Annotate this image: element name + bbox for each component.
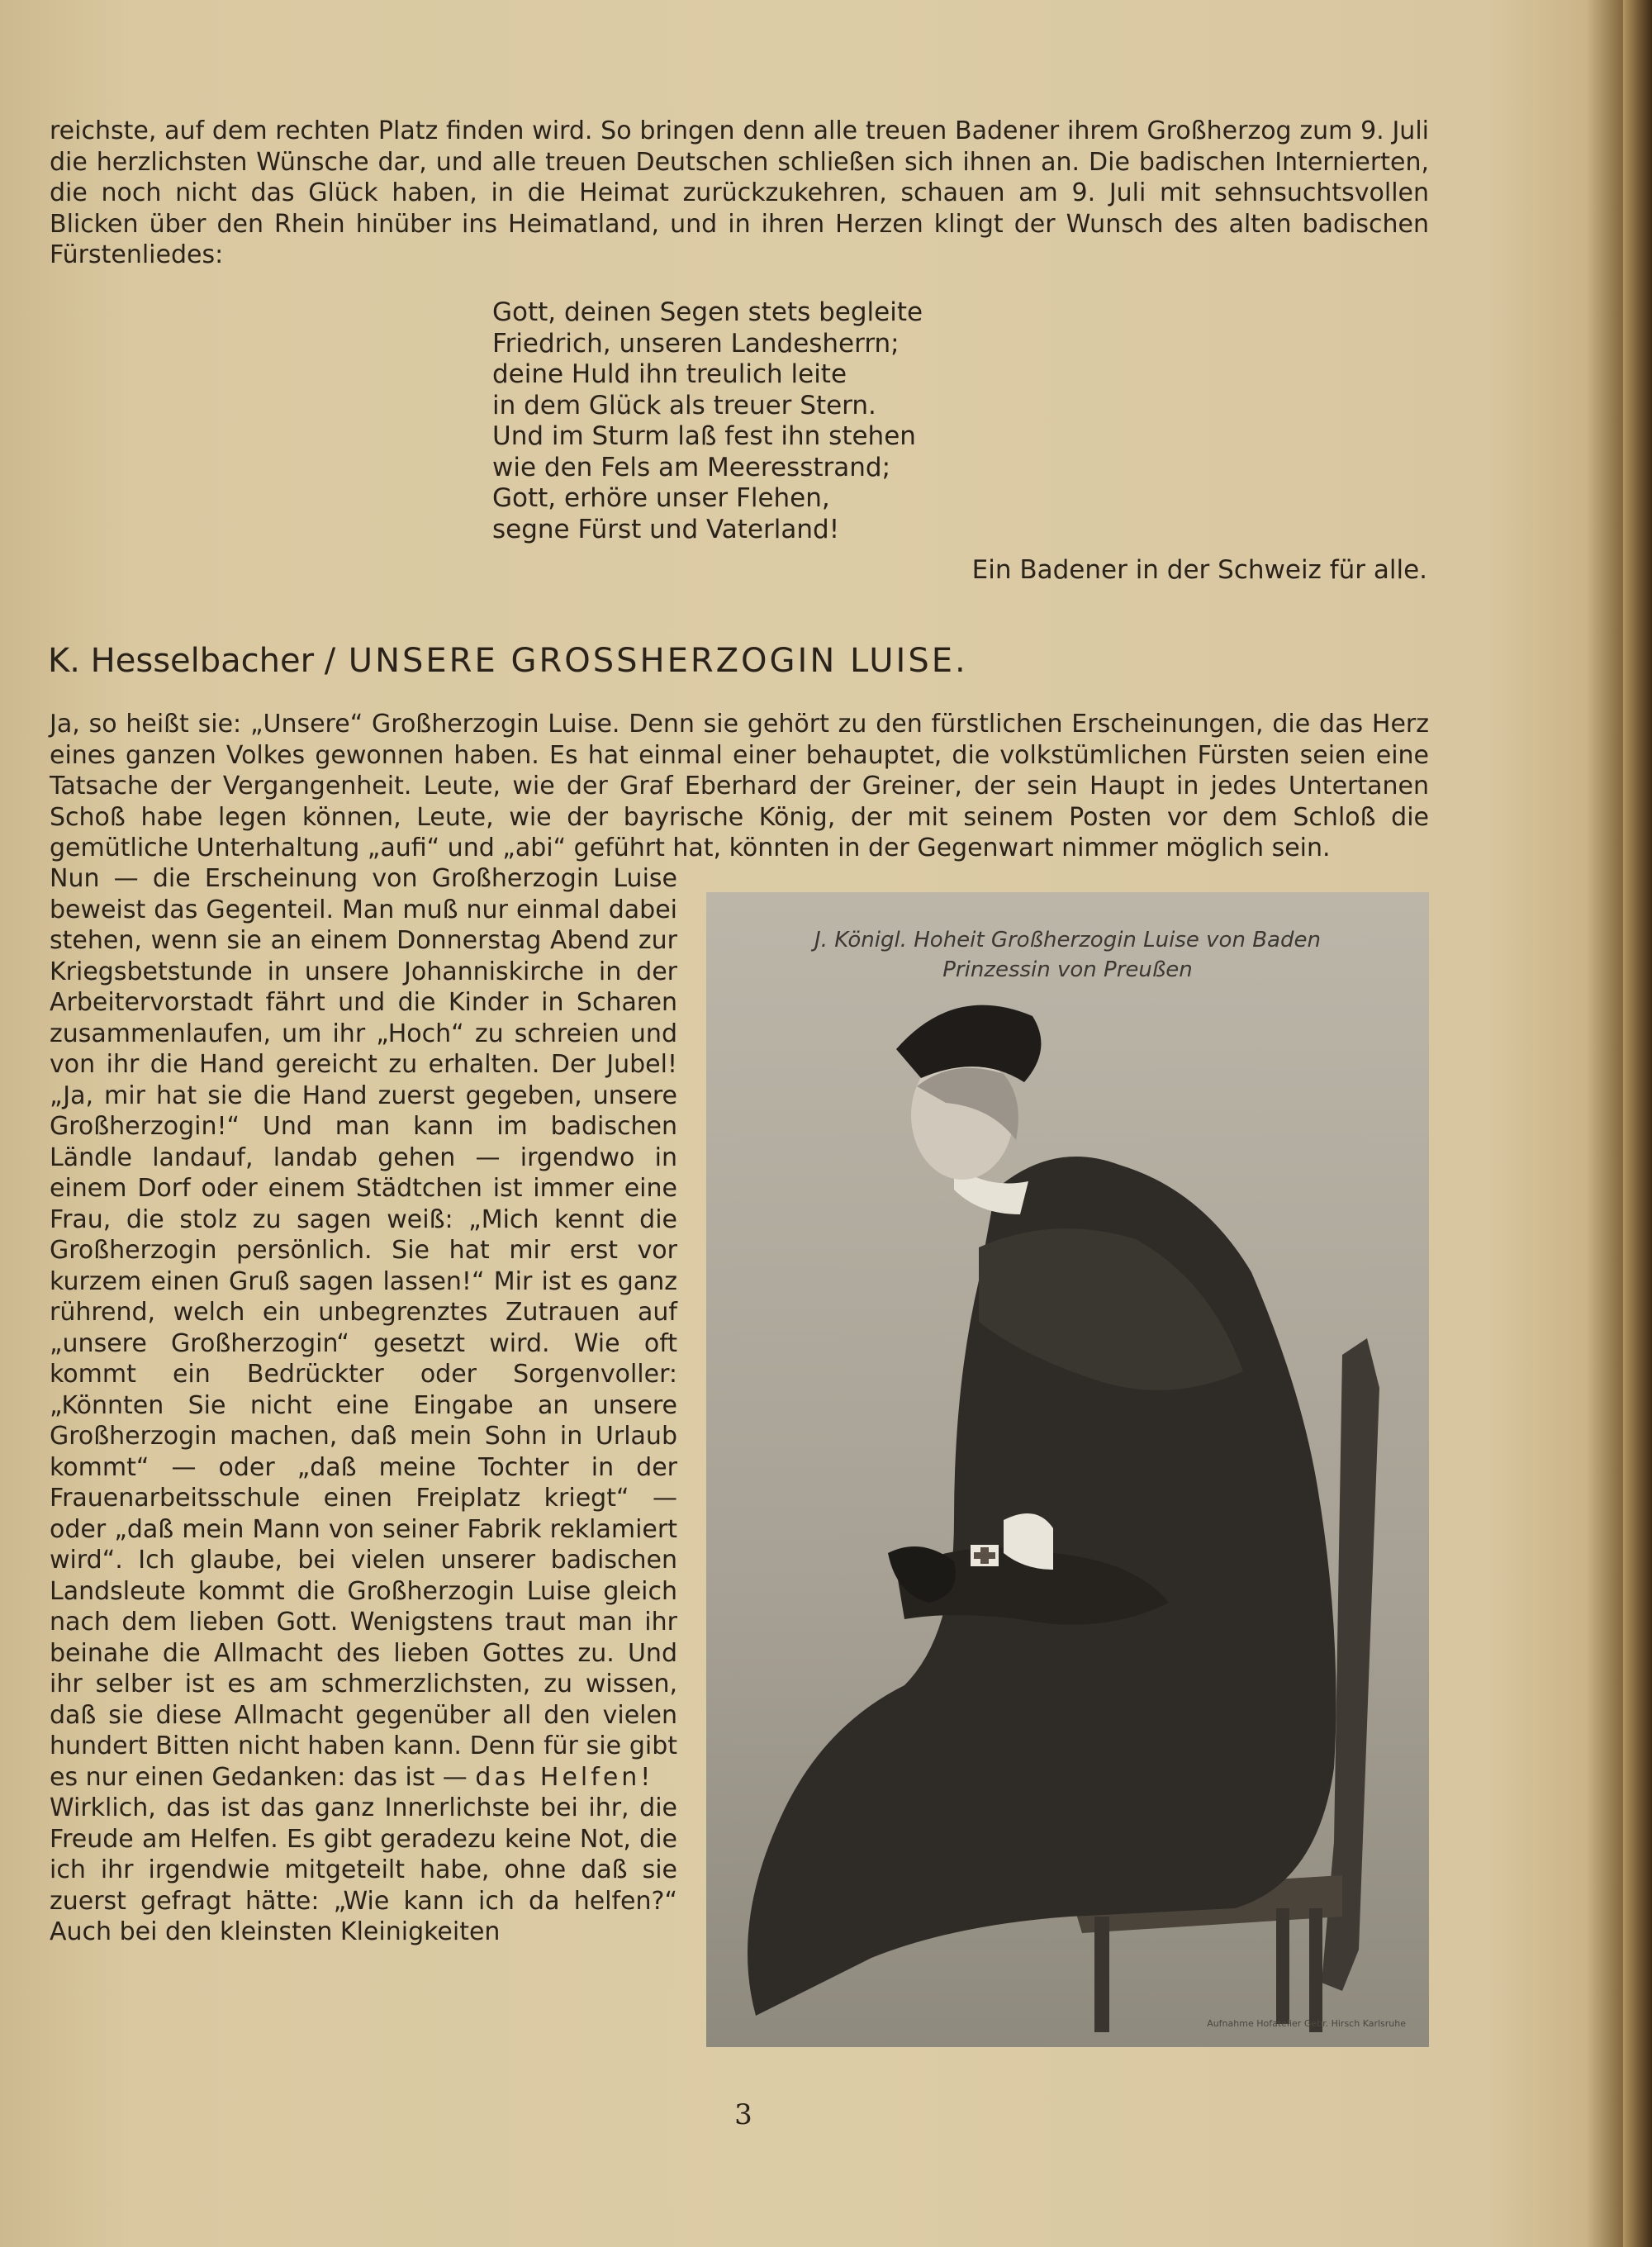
poem-line: wie den Fels am Meeresstrand; [492,452,891,482]
article-heading [48,642,1436,680]
photo-credit: Aufnahme Hofatelier Gebr. Hirsch Karlsruhe [1207,2018,1406,2029]
book-spine-shadow [1623,0,1652,2247]
poem-line: Und im Sturm laß fest ihn stehen [492,421,916,451]
article-paragraph-text: Nun — die Erscheinung von Großherzogin Luise beweist das Gegenteil. Man muß nur einmal dabei stehen, wenn sie an einem Donnerstag Abend zur Kriegsbetstunde in unsere Johanniskirche in der Arbeitervorstadt fährt und die Kinder in Scharen zusammenlaufen, um ihr „Hoch“ zu schreien und von ihr die Hand gereicht zu erhalten. Der Jubel! „Ja, mir hat sie die Hand zuerst gegeben, unsere Großherzogin!“ Und man kann im badischen Ländle landauf, landab gehen — irgendwo in einem Dorf oder einem Städtchen ist immer eine Frau, die stolz zu sagen weiß: „Mich kennt die Großherzogin persönlich. Sie hat mir erst vor kurzem einen Gruß sagen lassen!“ Mir ist es ganz rührend, welch ein unbegrenztes Zutrauen auf „unsere Großherzogin“ gesetzt wird. Wie oft kommt ein Bedrückter oder Sorgenvoller: „Könnten Sie nicht eine Eingabe an unsere Großherzogin machen, daß mein Sohn in Urlaub kommt“ — oder „daß meine Tochter in der Frauenarbeitsschule einen Freiplatz kriegt“ — oder „daß mein Mann von seiner Fabrik reklamiert wird“. Ich glaube, bei vielen unserer badischen Landsleute kommt die Großherzogin Luise gleich nach dem lieben Gott. Wenigstens traut man ihr beinahe die Allmacht des lieben Gottes zu. Und ihr selber ist es am schmerzlichsten, zu wissen, daß sie diese Allmacht gegenüber all den vielen hundert Bitten nicht haben kann. Denn für sie gibt es nur einen Gedanken: das ist — [50,864,677,1792]
article-title: UNSERE GROSSHERZOGIN LUISE. [348,642,968,680]
photo-caption [706,925,1429,985]
portrait-photo [706,892,1429,2047]
poem [492,297,1070,545]
article-lead-paragraph: Ja, so heißt sie: „Unsere“ Großherzogin Luise. Denn sie gehört zu den fürstlichen Erscheinungen, die das Herz eines ganzen Volkes gewonnen haben. Es hat einmal einer behauptet, die volkstümlichen Fürsten seien eine Tatsache der Vergangenheit. Leute, wie der Graf Eberhard der Greiner, der sein Haupt in jedes Untertanen Schoß habe legen können, Leute, wie der bayrische König, der mit seinem Posten vor dem Schloß die gemütliche Unterhaltung „aufi“ und „abi“ geführt hat, könnten in der Gegenwart nimmer möglich sein. [50,710,1429,862]
article-author: K. Hesselbacher / [48,642,336,680]
portrait-illustration [706,892,1429,2047]
poem-line: deine Huld ihn treulich leite [492,359,847,389]
page-number: 3 [734,2098,752,2131]
article-paragraph: Wirklich, das ist das ganz Innerlichste bei ihr, die Freude am Helfen. Es gibt geradezu keine Not, die ich ihr irgendwie mitgeteilt habe, ohne daß sie zuerst gefragt hätte: „Wie kann ich da helfen?“ Auch bei den kleinsten Kleinigkeiten [50,1793,677,1946]
intro-paragraph [50,116,1429,271]
article-column [50,863,677,1948]
poem-line: Gott, erhöre unser Flehen, [492,483,830,513]
poem-line: in dem Glück als treuer Stern. [492,390,876,420]
article-paragraph [50,863,677,1793]
poem-line: Gott, deinen Segen stets begleite [492,297,923,327]
article-emphasis: das Helfen! [475,1762,654,1792]
caption-line: J. Königl. Hoheit Großherzogin Luise von Baden [814,928,1321,952]
caption-line: Prinzessin von Preußen [942,957,1193,982]
intro-text: reichste, auf dem rechten Platz finden wird. So bringen denn alle treuen Badener ihrem Großherzog zum 9. Juli die herzlichsten Wünsche dar, und alle treuen Deutschen schließen sich ihnen an. Die badischen Internierten, die noch nicht das Glück haben, in die Heimat zurückzukehren, schauen am 9. Juli mit sehnsuchtsvollen Blicken über den Rhein hinüber ins Heimatland, und in ihren Herzen klingt der Wunsch des alten badischen Fürstenliedes: [50,116,1429,269]
poem-line: segne Fürst und Vaterland! [492,514,840,544]
poem-line: Friedrich, unseren Landesherrn; [492,328,900,359]
poem-signature: Ein Badener in der Schweiz für alle. [971,555,1427,585]
